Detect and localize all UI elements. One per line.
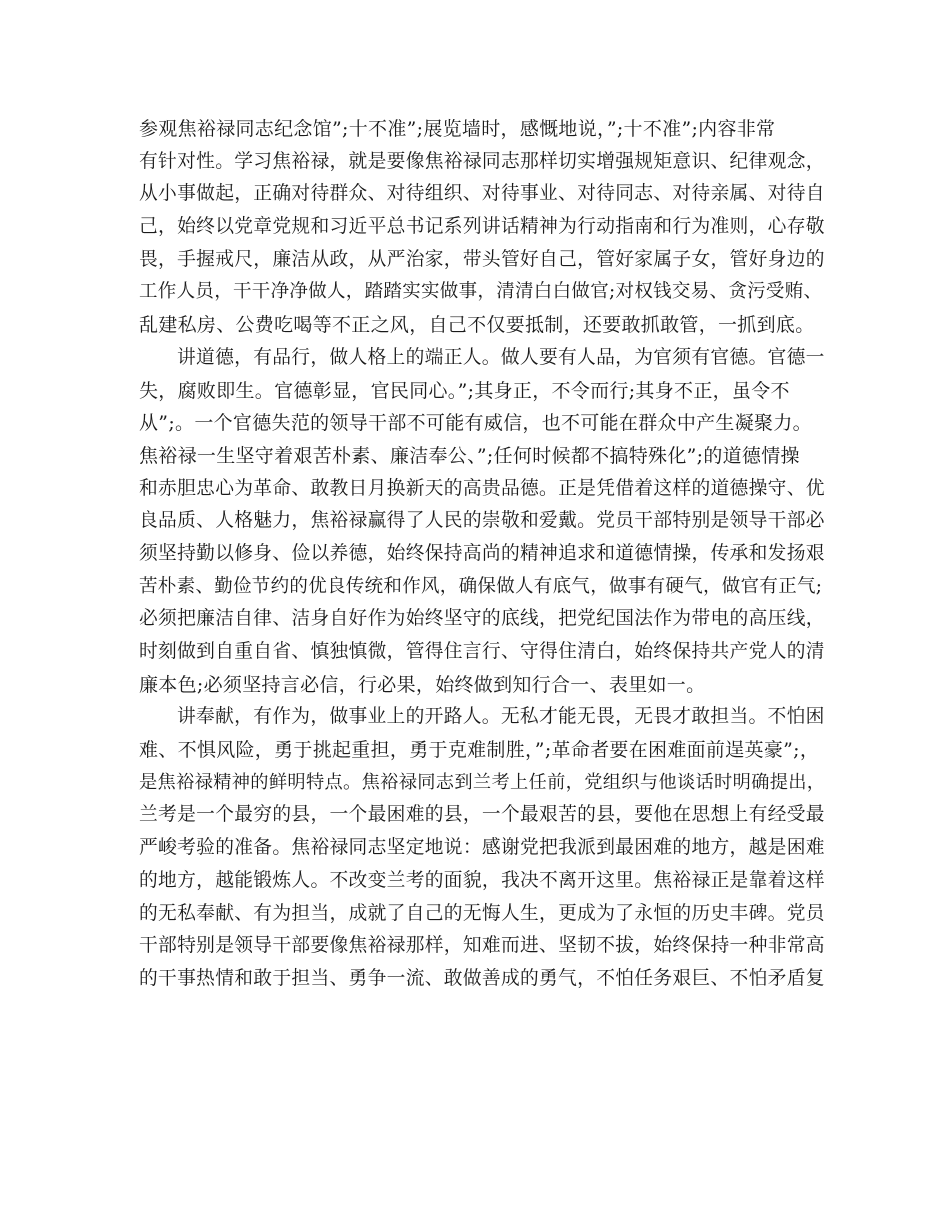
text-line: 畏，手握戒尺，廉洁从政，从严治家，带头管好自己，管好家属子女，管好身边的	[139, 248, 825, 270]
text-line: 和赤胆忠心为革命、敢教日月换新天的高贵品德。正是凭借着这样的道德操守、优	[139, 477, 825, 499]
text-line: 干部特别是领导干部要像焦裕禄那样，知难而进、坚韧不拔，始终保持一种非常高	[139, 935, 825, 957]
text-line: 良品质、人格魅力，焦裕禄赢得了人民的崇敬和爱戴。党员干部特别是领导干部必	[139, 510, 825, 532]
text-line: 苦朴素、勤俭节约的优良传统和作风，确保做人有底气，做事有硬气，做官有正气;	[139, 575, 823, 597]
text-line: 兰考是一个最穷的县，一个最困难的县，一个最艰苦的县，要他在思想上有经受最	[139, 804, 825, 826]
paragraph-first-line: 讲奉献，有作为，做事业上的开路人。无私才能无畏，无畏才敢担当。不怕困	[177, 706, 825, 728]
text-line: 的地方，越能锻炼人。不改变兰考的面貌，我决不离开这里。焦裕禄正是靠着这样	[139, 869, 825, 891]
text-line: 从小事做起，正确对待群众、对待组织、对待事业、对待同志、对待亲属、对待自	[139, 183, 825, 205]
text-line: 难、不惧风险，勇于挑起重担，勇于克难制胜，”;革命者要在困难面前逞英豪”;，	[139, 739, 820, 762]
text-line: 工作人员，干干净净做人，踏踏实实做事，清清白白做官;对权钱交易、贪污受贿、	[139, 281, 823, 303]
text-line: 己，始终以党章党规和习近平总书记系列讲话精神为行动指南和行为准则，心存敬	[139, 216, 825, 238]
text-line: 有针对性。学习焦裕禄，就是要像焦裕禄同志那样切实增强规矩意识、纪律观念，	[139, 150, 825, 172]
text-line: 的无私奉献、有为担当，成就了自己的无悔人生，更成为了永恒的历史丰碑。党员	[139, 902, 825, 924]
text-line: 的干事热情和敢于担当、勇争一流、敢做善成的勇气，不怕任务艰巨、不怕矛盾复	[139, 967, 825, 989]
text-line: 失，腐败即生。官德彰显，官民同心。”;其身正，不令而行;其身不正，虽令不	[139, 379, 790, 402]
text-line: 乱建私房、公费吃喝等不正之风，自己不仅要抵制，还要敢抓敢管，一抓到底。	[139, 314, 815, 337]
text-line: 必须把廉洁自律、洁身自好作为始终坚守的底线，把党纪国法作为带电的高压线，	[139, 608, 825, 630]
text-line: 时刻做到自重自省、慎独慎微，管得住言行、守得住清白，始终保持共产党人的清	[139, 641, 825, 662]
text-line: 参观焦裕禄同志纪念馆”;十不准”;展览墙时，感慨地说，”;十不准”;内容非常	[139, 118, 776, 140]
text-line: 须坚持勤以修身、俭以养德，始终保持高尚的精神追求和道德情操，传承和发扬艰	[139, 542, 825, 564]
paragraph-first-line: 讲道德，有品行，做人格上的端正人。做人要有人品，为官须有官德。官德一	[177, 346, 825, 368]
text-line: 是焦裕禄精神的鲜明特点。焦裕禄同志到兰考上任前，党组织与他谈话时明确提出，	[139, 771, 826, 793]
text-line: 廉本色;必须坚持言必信，行必果，始终做到知行合一、表里如一。	[139, 673, 706, 696]
text-line: 从”;。一个官德失范的领导干部不可能有威信，也不可能在群众中产生凝聚力。	[139, 412, 812, 435]
text-line: 严峻考验的准备。焦裕禄同志坚定地说：感谢党把我派到最困难的地方，越是困难	[139, 837, 825, 859]
text-line: 焦裕禄一生坚守着艰苦朴素、廉洁奉公、”;任何时候都不搞特殊化”;的道德情操	[139, 444, 800, 467]
body-text	[139, 113, 829, 996]
